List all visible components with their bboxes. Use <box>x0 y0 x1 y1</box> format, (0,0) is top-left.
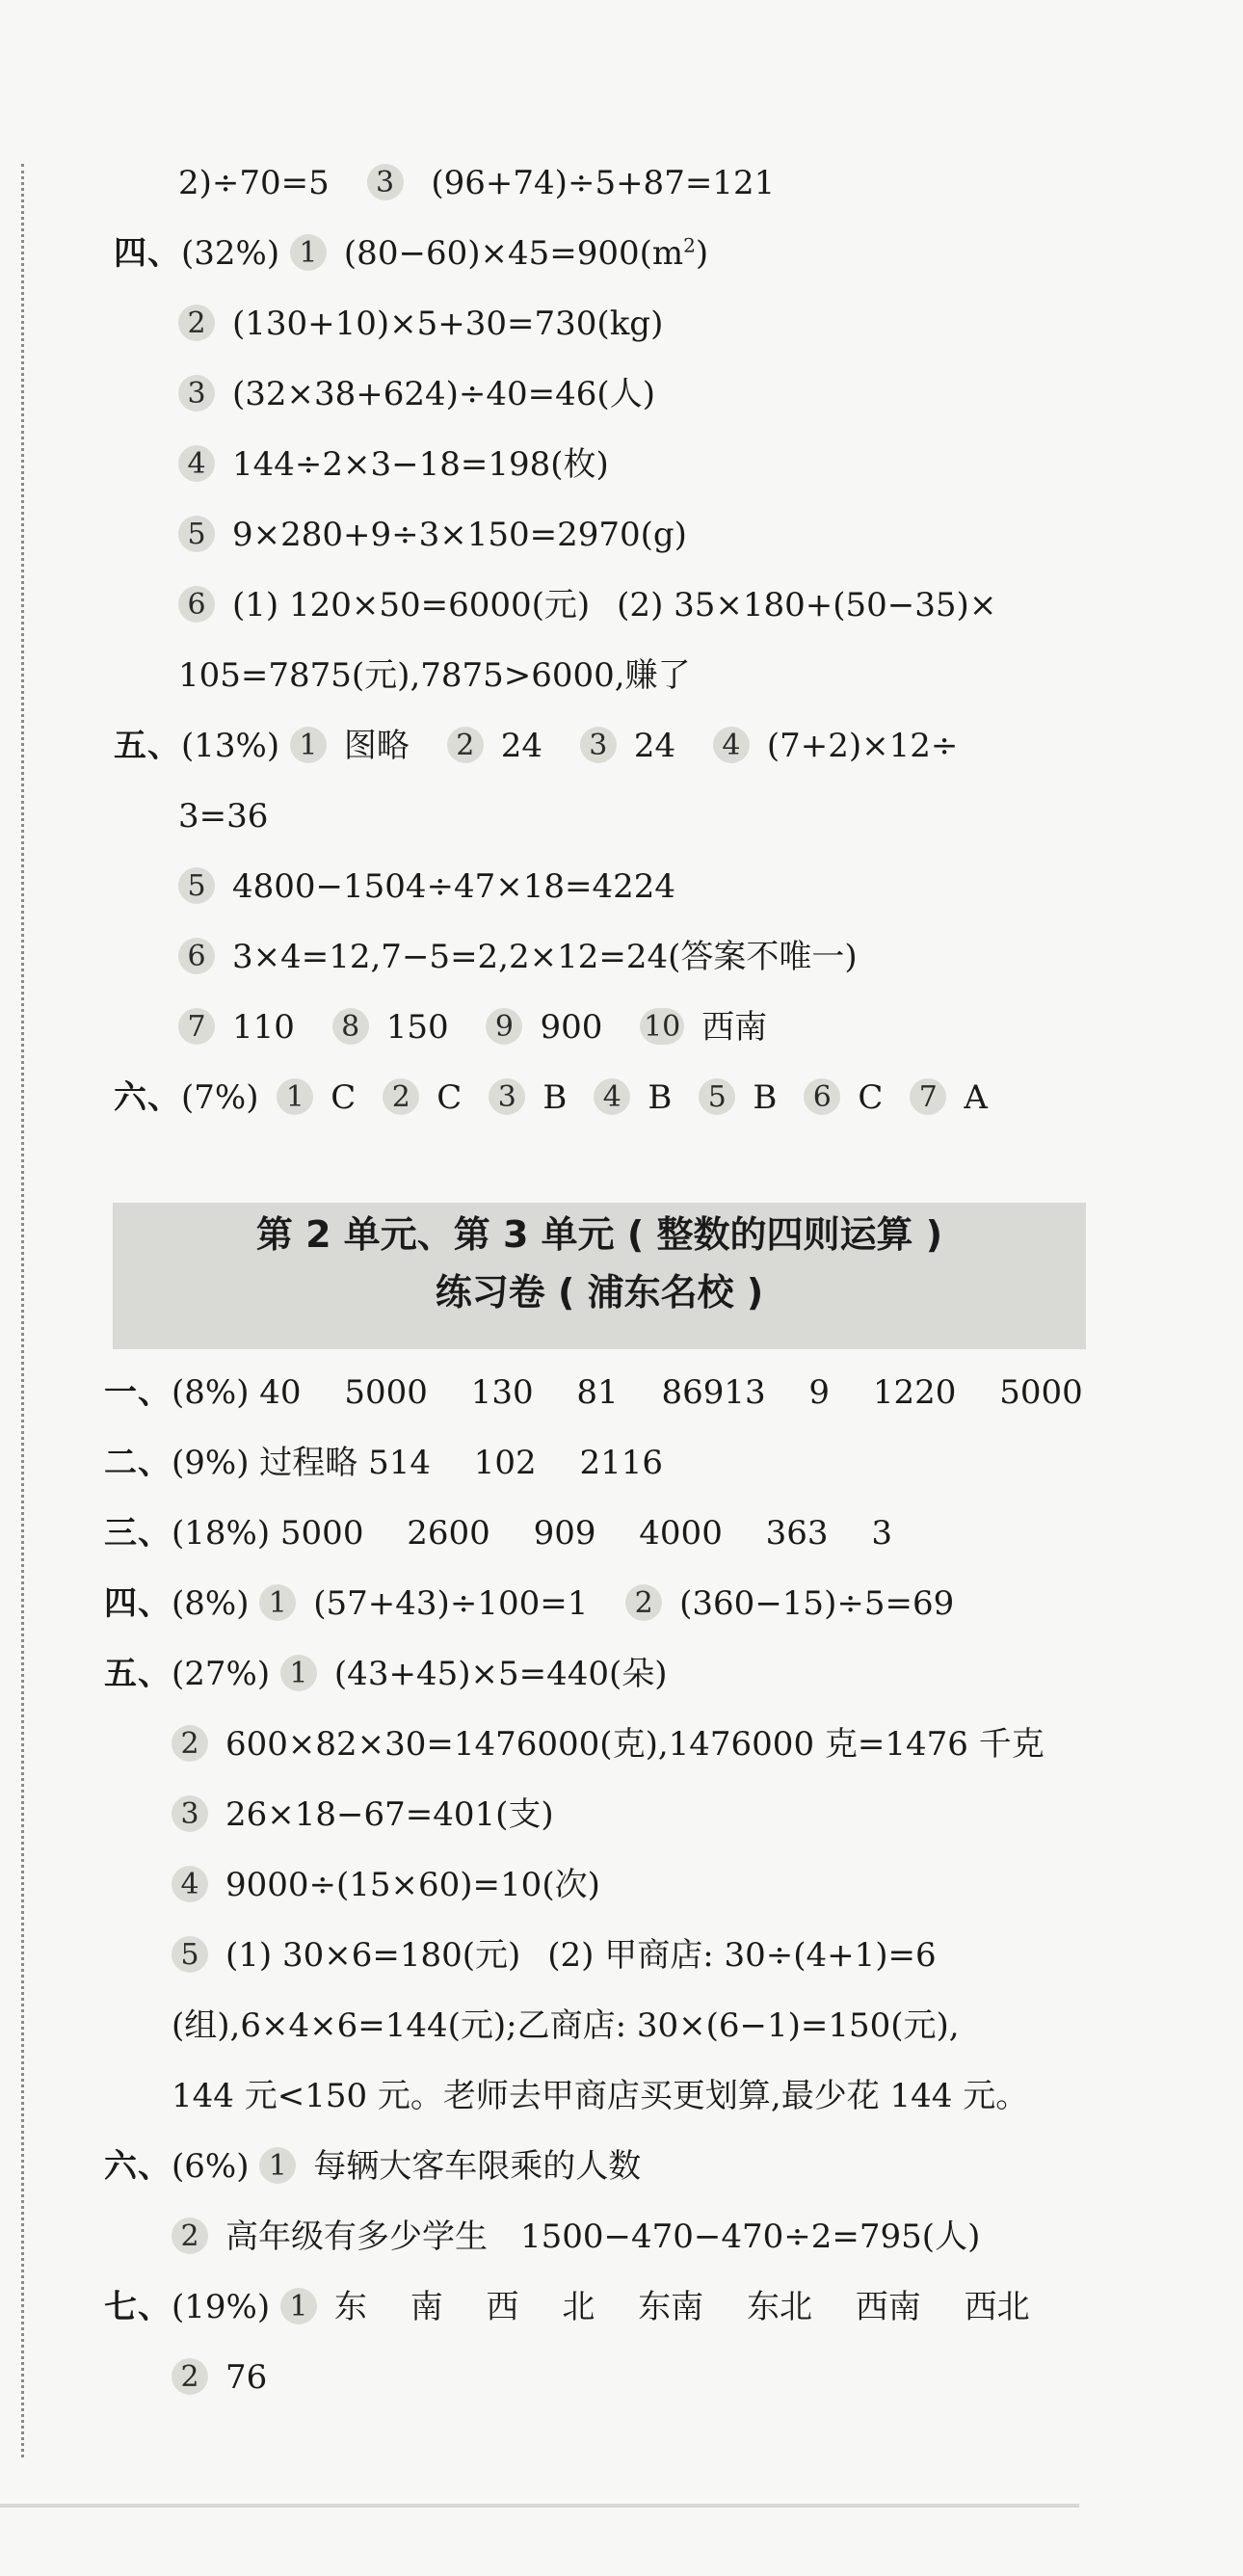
question-number-badge: 10 <box>640 1008 684 1045</box>
question-number-badge: 6 <box>178 938 215 974</box>
choice-answer: B <box>542 1078 568 1117</box>
choice-answer: C <box>331 1078 357 1117</box>
answer-text: 5000 2600 909 4000 363 3 <box>279 1514 892 1553</box>
question-number-badge: 2 <box>172 1725 208 1762</box>
answer-text: (96+74)÷5+87=121 <box>431 164 776 202</box>
question-number-badge: 2 <box>172 2358 208 2395</box>
question-number-badge: 5 <box>178 867 215 904</box>
answer-text: 9000÷(15×60)=10(次) <box>225 1866 600 1904</box>
answer-text: 每辆大客车限乘的人数 <box>313 2147 642 2186</box>
answer-line <box>172 1926 937 1984</box>
section-percent: (7%) <box>181 1078 259 1117</box>
answer-text: ) <box>695 234 709 273</box>
choice-answer: C <box>436 1078 463 1117</box>
answer-text: (80−60)×45=900(m <box>343 234 684 273</box>
answer-line <box>178 506 687 564</box>
section-label: 六、 <box>104 2147 172 2186</box>
answer-text: 西南 <box>701 1008 768 1047</box>
answer-text: 24 <box>633 727 676 765</box>
answer-text: (7+2)×12÷ <box>766 727 959 765</box>
question-number-badge: 2 <box>383 1078 419 1115</box>
answer-text: 3×4=12,7−5=2,2×12=24(答案不唯一) <box>232 938 858 976</box>
choice-answer: B <box>648 1078 673 1117</box>
section-percent: (19%) <box>172 2288 271 2326</box>
question-number-badge: 5 <box>699 1078 735 1115</box>
answer-text: 图略 <box>343 727 410 765</box>
answer-text: (2) 35×180+(50−35)× <box>617 586 997 624</box>
question-number-badge: 3 <box>580 727 617 763</box>
section-percent: (8%) <box>172 1584 250 1623</box>
answer-text: 26×18−67=401(支) <box>225 1795 554 1834</box>
question-number-badge: 4 <box>594 1078 630 1115</box>
binding-margin-line <box>21 164 24 2457</box>
answer-line <box>172 1856 600 1914</box>
answer-text: 9×280+9÷3×150=2970(g) <box>232 516 687 554</box>
choice-answer: B <box>753 1078 778 1117</box>
section-percent: (18%) <box>172 1514 271 1553</box>
section-label: 七、 <box>104 2288 172 2326</box>
answer-line <box>178 154 775 212</box>
section-label: 一、 <box>104 1373 172 1412</box>
answer-line <box>172 2349 267 2406</box>
unit-title-line-2: 练习卷 ( 浦东名校 ) <box>435 1271 764 1314</box>
section-line <box>104 1575 954 1633</box>
question-number-badge: 2 <box>172 2217 208 2254</box>
answer-text: 4800−1504÷47×18=4224 <box>232 867 676 906</box>
question-number-badge: 6 <box>178 586 215 623</box>
answer-text: 2)÷70=5 <box>178 164 330 202</box>
answer-text: (43+45)×5=440(朵) <box>333 1655 668 1693</box>
question-number-badge: 8 <box>332 1008 369 1045</box>
answer-text: 76 <box>225 2358 268 2397</box>
section-line <box>104 2138 641 2195</box>
section-line <box>104 1364 1083 1421</box>
answer-text: 105=7875(元),7875>6000,赚了 <box>178 656 691 695</box>
answer-text: 40 5000 130 81 86913 9 1220 5000 <box>259 1373 1083 1412</box>
question-number-badge: 2 <box>625 1584 662 1621</box>
question-number-badge: 4 <box>172 1866 208 1902</box>
section-label: 六、 <box>114 1078 181 1117</box>
answer-text: 过程略 514 102 2116 <box>259 1444 664 1482</box>
answer-line <box>178 787 268 845</box>
section-percent: (6%) <box>172 2147 250 2186</box>
question-number-badge: 6 <box>804 1078 840 1115</box>
question-number-badge: 1 <box>277 1078 313 1115</box>
section-label: 五、 <box>104 1655 172 1693</box>
answer-text: 600×82×30=1476000(克),1476000 克=1476 千克 <box>225 1725 1045 1764</box>
question-number-badge: 1 <box>280 2288 317 2324</box>
question-number-badge: 1 <box>280 1655 317 1691</box>
answer-line <box>178 436 609 493</box>
section-line <box>104 2278 1030 2336</box>
bottom-divider <box>0 2504 1079 2508</box>
answer-line <box>178 365 655 423</box>
question-number-badge: 2 <box>178 305 215 341</box>
section-percent: (9%) <box>172 1444 250 1482</box>
question-number-badge: 4 <box>713 727 750 763</box>
answer-line <box>172 1715 1045 1773</box>
question-number-badge: 1 <box>259 2147 296 2184</box>
section-label: 四、 <box>114 234 181 273</box>
answer-text: 144÷2×3−18=198(枚) <box>232 445 609 484</box>
section-line <box>104 1504 892 1562</box>
question-number-badge: 7 <box>178 1008 215 1045</box>
superscript: 2 <box>683 233 696 257</box>
answer-text: 110 <box>232 1008 295 1047</box>
question-number-badge: 5 <box>178 516 215 552</box>
section-percent: (13%) <box>181 727 280 765</box>
question-number-badge: 4 <box>178 445 215 482</box>
question-number-badge: 3 <box>178 375 215 412</box>
answer-text: 东 南 西 北 东南 东北 西南 西北 <box>333 2288 1030 2326</box>
section-line <box>104 1645 668 1703</box>
section-percent: (8%) <box>172 1373 250 1412</box>
question-number-badge: 1 <box>290 234 327 271</box>
section-label: 四、 <box>104 1584 172 1623</box>
answer-line <box>172 2208 980 2266</box>
section-line <box>104 1434 663 1492</box>
question-number-badge: 7 <box>910 1078 946 1115</box>
answer-text: 3=36 <box>178 797 269 836</box>
answer-line <box>178 998 767 1056</box>
answer-text: 高年级有多少学生 1500−470−470÷2=795(人) <box>225 2217 981 2256</box>
answer-line <box>178 858 675 916</box>
answer-text: (32×38+624)÷40=46(人) <box>232 375 655 413</box>
choice-answer: C <box>858 1078 884 1117</box>
question-number-badge: 9 <box>486 1008 522 1045</box>
answer-text: (1) 30×6=180(元) <box>225 1936 521 1975</box>
section-line <box>114 1069 988 1127</box>
answer-line <box>172 1997 960 2055</box>
question-number-badge: 1 <box>290 727 327 763</box>
answer-text: (360−15)÷5=69 <box>679 1584 955 1623</box>
answer-line <box>172 2067 1028 2125</box>
section-line <box>114 717 958 775</box>
answer-text: 900 <box>540 1008 603 1047</box>
answer-line <box>178 647 691 704</box>
answer-text: 144 元<150 元。老师去甲商店买更划算,最少花 144 元。 <box>172 2077 1029 2115</box>
section-percent: (32%) <box>181 234 280 273</box>
section-line <box>114 225 708 282</box>
answer-line <box>178 928 858 986</box>
question-number-badge: 3 <box>367 164 404 200</box>
section-percent: (27%) <box>172 1655 271 1693</box>
section-label: 三、 <box>104 1514 172 1553</box>
answer-text: (2) 甲商店: 30÷(4+1)=6 <box>547 1936 937 1975</box>
answer-text: (57+43)÷100=1 <box>313 1584 589 1623</box>
question-number-badge: 1 <box>259 1584 296 1621</box>
section-label: 二、 <box>104 1444 172 1482</box>
answer-line <box>172 1786 554 1844</box>
answer-line <box>178 295 663 353</box>
answer-text: (组),6×4×6=144(元);乙商店: 30×(6−1)=150(元), <box>172 2006 960 2045</box>
question-number-badge: 3 <box>489 1078 525 1115</box>
answer-text: (1) 120×50=6000(元) <box>232 586 591 624</box>
answer-line <box>178 576 996 634</box>
choice-answer: A <box>964 1078 988 1117</box>
question-number-badge: 2 <box>447 727 484 763</box>
section-label: 五、 <box>114 727 181 765</box>
answer-text: 24 <box>500 727 542 765</box>
question-number-badge: 3 <box>172 1795 208 1832</box>
answer-text: 150 <box>385 1008 449 1047</box>
answer-text: (130+10)×5+30=730(kg) <box>232 305 664 343</box>
question-number-badge: 5 <box>172 1936 208 1973</box>
unit-title-line-1: 第 2 单元、第 3 单元 ( 整数的四则运算 ) <box>255 1213 943 1256</box>
